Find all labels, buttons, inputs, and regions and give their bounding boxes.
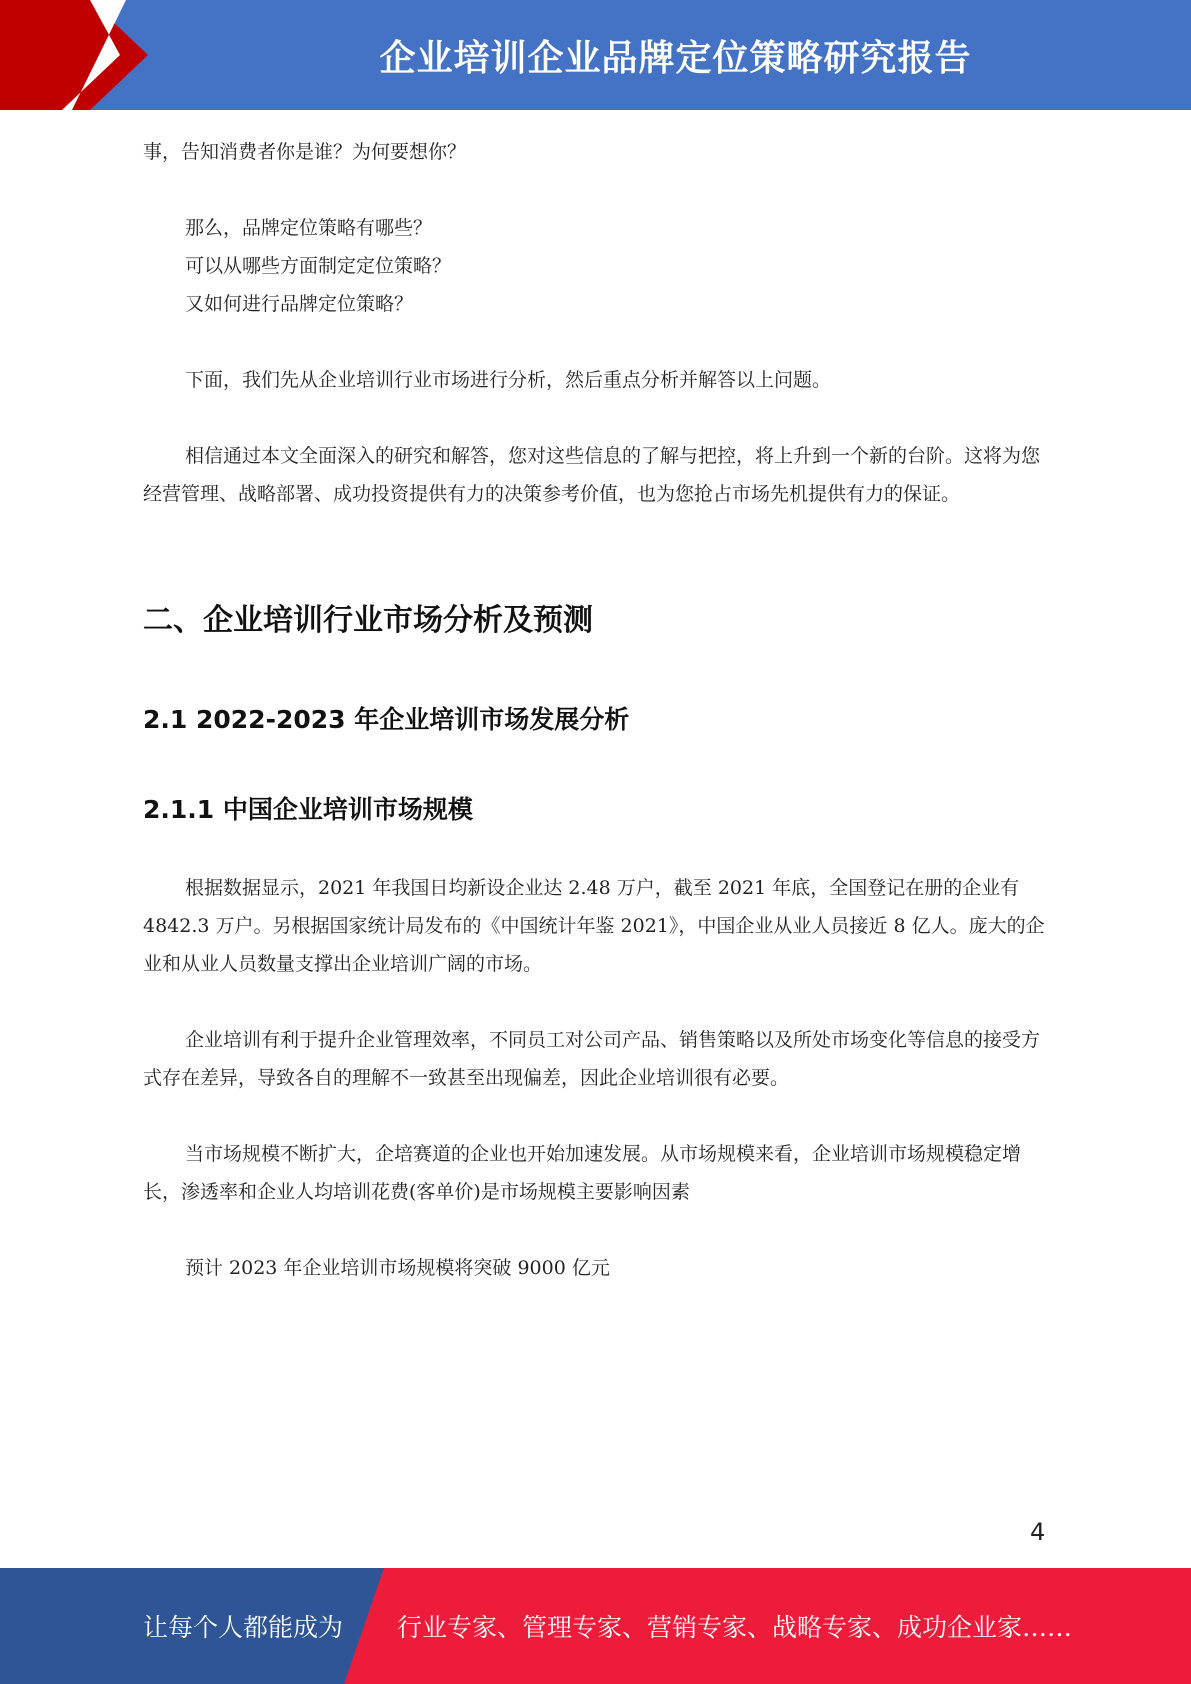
paragraph-forecast: 预计 2023 年企业培训市场规模将突破 9000 亿元 [185,1257,610,1279]
paragraph-intro: 下面，我们先从企业培训行业市场进行分析，然后重点分析并解答以上问题。 [185,369,832,391]
subsubsection-heading: 2.1.1 中国企业培训市场规模 [143,795,473,824]
question-3: 又如何进行品牌定位策略？ [185,293,414,315]
question-2: 可以从哪些方面制定定位策略？ [185,255,452,277]
page-footer [0,1568,1191,1684]
paragraph-continuation: 事，告知消费者你是谁？为何要想你？ [143,141,467,163]
footer-slogan-left: 让每个人都能成为 [143,1613,344,1642]
page-header [0,0,1191,110]
paragraph-training-benefit: 企业培训有利于提升企业管理效率，不同员工对公司产品、销售策略以及所处市场变化等信息的接受方式存在差异，导致各自的理解不一致甚至出现偏差，因此企业培训很有必要。 [143,1029,1041,1089]
question-1: 那么，品牌定位策略有哪些？ [185,217,433,239]
page-number: 4 [1030,1518,1046,1546]
paragraph-market-growth: 当市场规模不断扩大，企培赛道的企业也开始加速发展。从市场规模来看，企业培训市场规模稳定增长，渗透率和企业人均培训花费(客单价)是市场规模主要影响因素 [143,1143,1022,1203]
paragraph-value: 相信通过本文全面深入的研究和解答，您对这些信息的了解与把控，将上升到一个新的台阶。这将为您经营管理、战略部署、成功投资提供有力的决策参考价值，也为您抢占市场先机提供有力的保证。 [143,445,1041,505]
footer-slogan-right: 行业专家、管理专家、营销专家、战略专家、成功企业家…… [397,1613,1073,1642]
paragraph-market-data: 根据数据显示，2021 年我国日均新设企业达 2.48 万户，截至 2021 年底，全国登记在册的企业有 4842.3 万户。另根据国家统计局发布的《中国统计年鉴 2021》，中国企业从业人员接近 8 亿人。庞大的企业和从业人员数量支撑出企业培训广阔的市场。 [143,877,1045,975]
subsection-heading: 2.1 2022-2023 年企业培训市场发展分析 [143,705,630,734]
section-heading: 二、企业培训行业市场分析及预测 [143,603,593,638]
header-title: 企业培训企业品牌定位策略研究报告 [379,37,972,79]
